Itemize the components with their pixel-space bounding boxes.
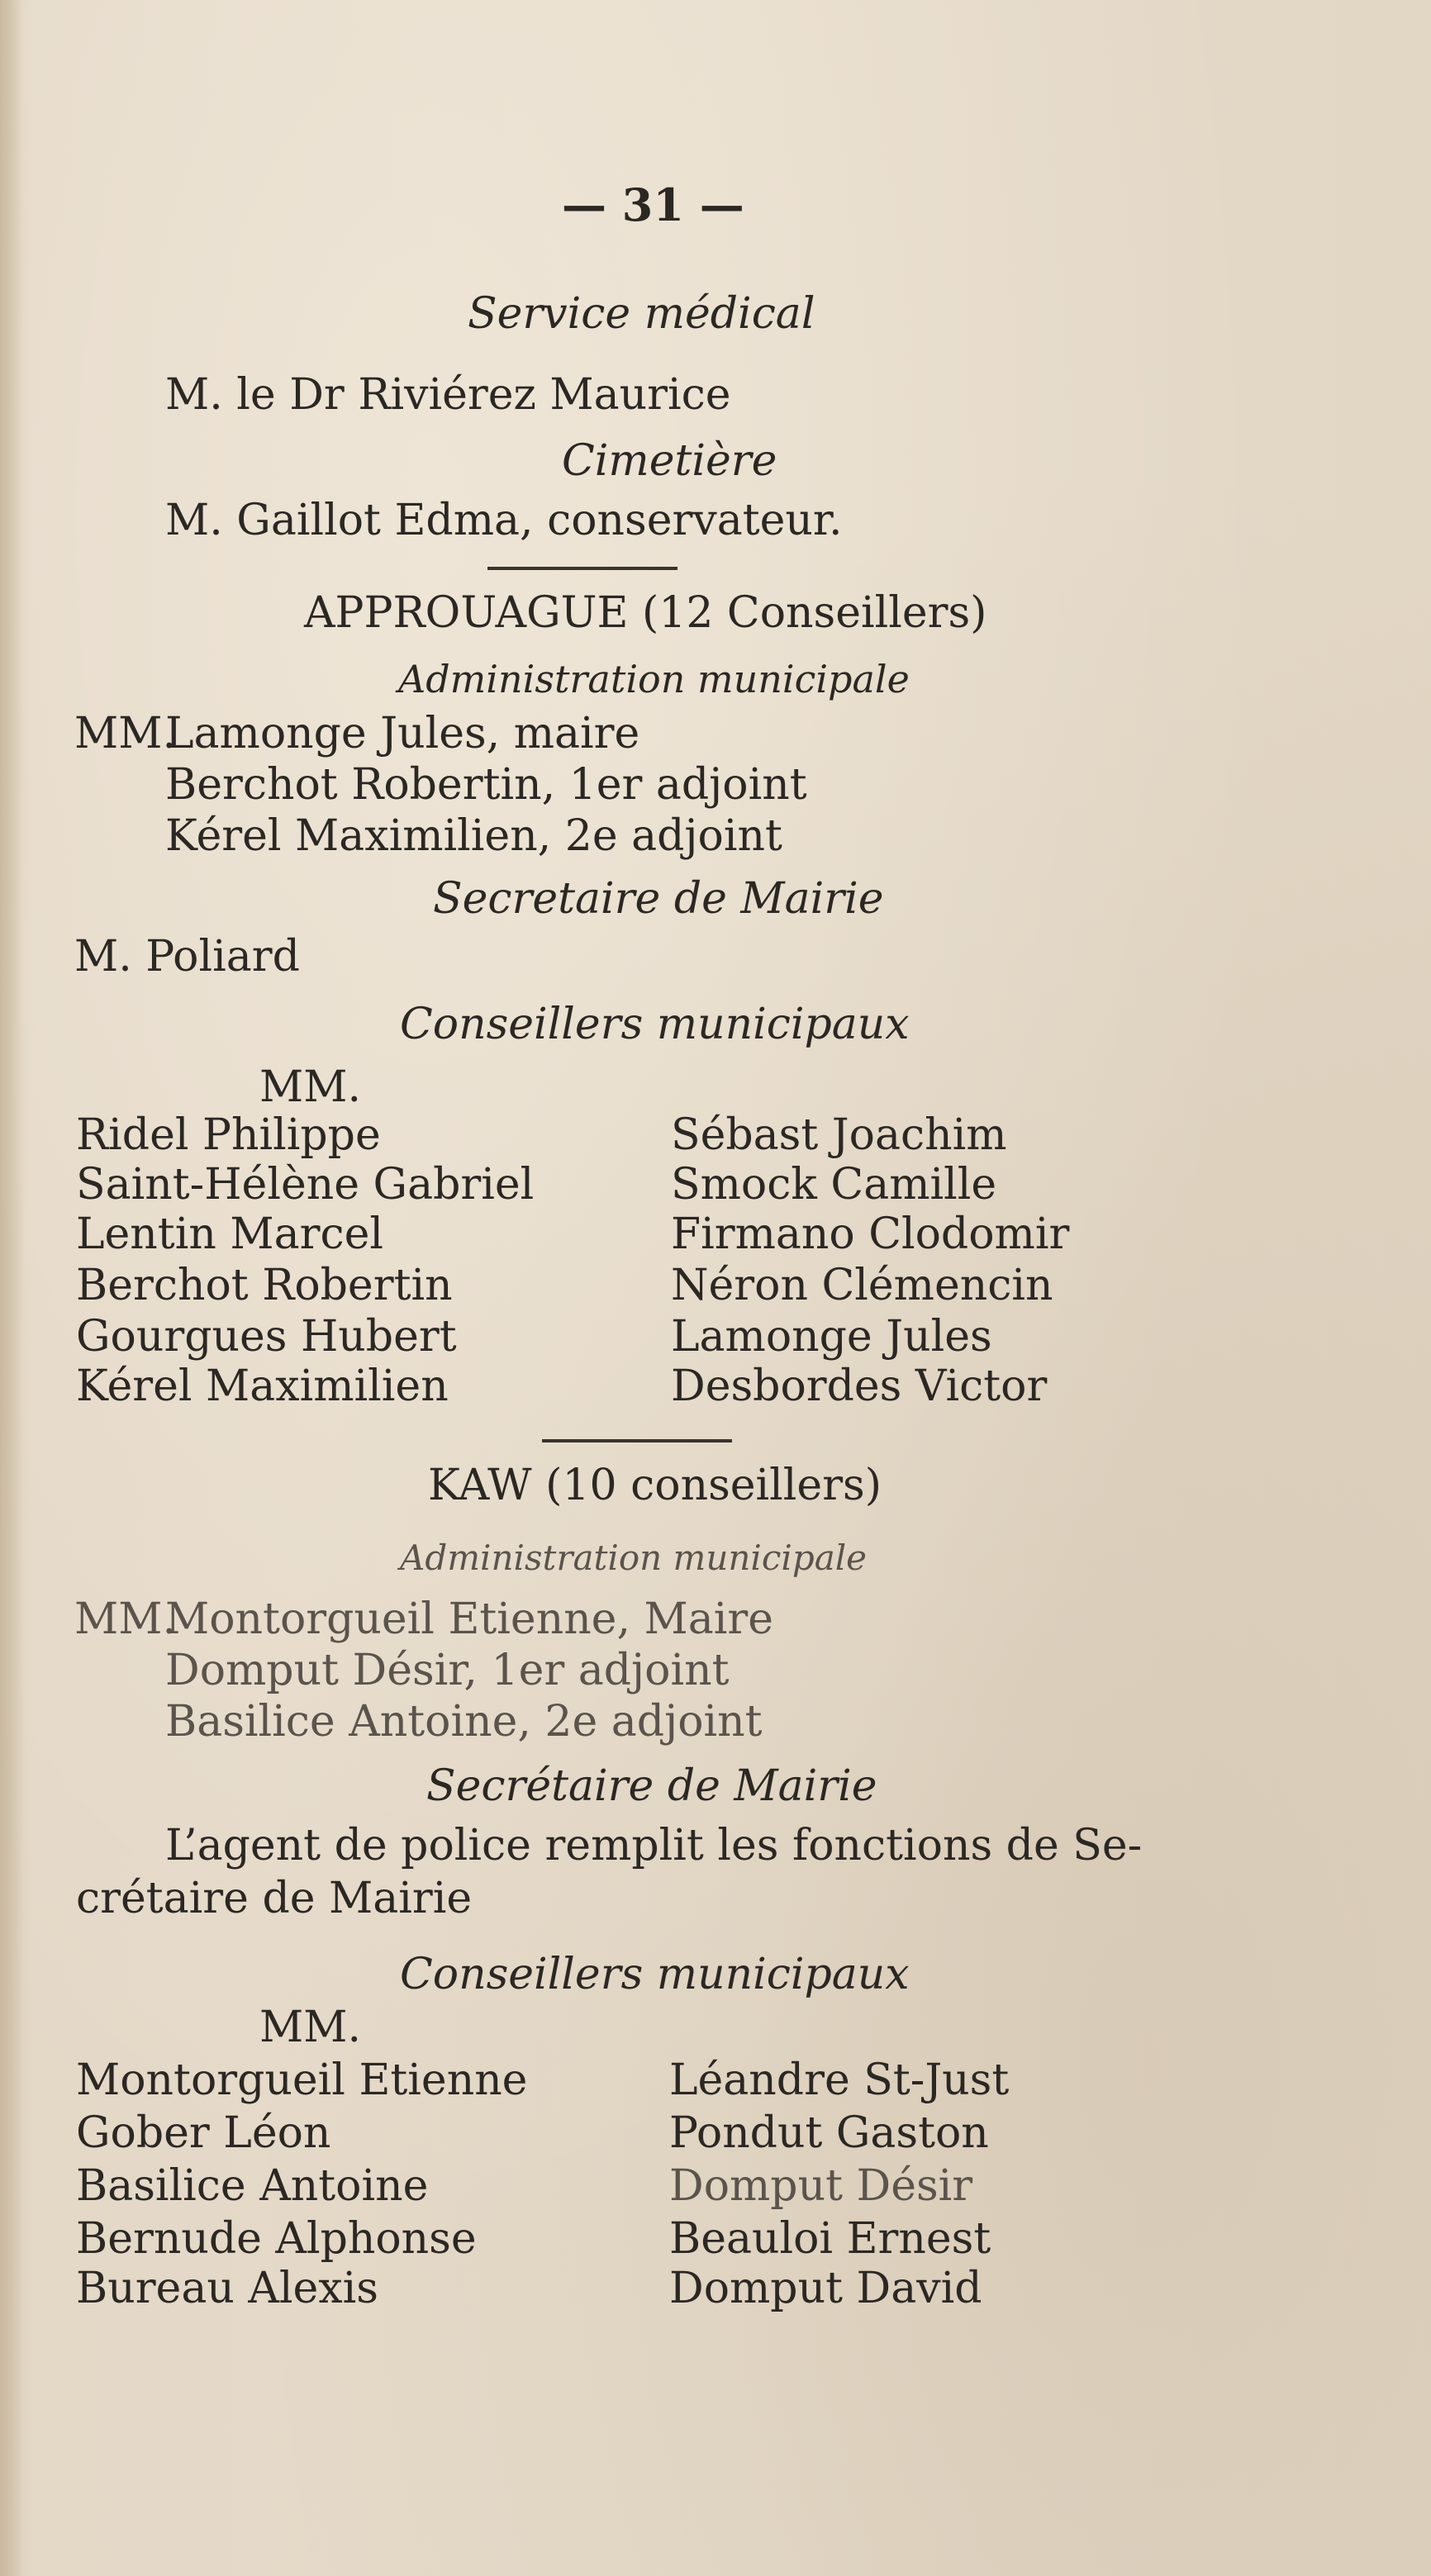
- approuague-secretaire: M. Poliard: [74, 932, 300, 981]
- service-medical-heading: Service médical: [468, 289, 815, 339]
- approuague-conseillers-mm: MM.: [259, 1062, 362, 1112]
- cimetiere-person: M. Gaillot Edma, conservateur.: [165, 496, 843, 545]
- approuague-conseiller-left: Saint-Hélène Gabriel: [76, 1160, 535, 1210]
- approuague-title: APPROUAGUE (12 Conseillers): [304, 588, 987, 638]
- kaw-conseiller-left: Bureau Alexis: [76, 2264, 378, 2313]
- approuague-conseiller-left: Ridel Philippe: [76, 1110, 381, 1160]
- approuague-conseillers-heading: Conseillers municipaux: [400, 1000, 910, 1049]
- kaw-admin-2: Domput Désir, 1er adjoint: [165, 1646, 730, 1695]
- kaw-secretaire-line-2: crétaire de Mairie: [76, 1874, 473, 1923]
- kaw-secretaire-heading: Secrétaire de Mairie: [426, 1761, 877, 1811]
- cimetiere-heading: Cimetière: [562, 436, 777, 486]
- section-divider: [487, 567, 677, 570]
- kaw-secretaire-line-1: L’agent de police remplit les fonctions de Se-: [165, 1821, 1143, 1870]
- kaw-conseillers-heading: Conseillers municipaux: [400, 1950, 910, 1999]
- approuague-mm-prefix: MM.: [74, 709, 177, 758]
- approuague-secretaire-heading: Secretaire de Mairie: [433, 874, 884, 924]
- approuague-admin-2: Berchot Robertin, 1er adjoint: [165, 760, 807, 810]
- approuague-conseiller-left: Berchot Robertin: [76, 1261, 453, 1310]
- approuague-conseiller-left: Gourgues Hubert: [76, 1312, 457, 1362]
- approuague-conseiller-right: Lamonge Jules: [671, 1312, 992, 1362]
- approuague-admin-1: Lamonge Jules, maire: [165, 709, 640, 758]
- service-medical-doctor: M. le Dr Riviérez Maurice: [165, 370, 731, 420]
- kaw-conseiller-left: Montorgueil Etienne: [76, 2056, 528, 2105]
- kaw-conseiller-right: Domput David: [669, 2264, 982, 2313]
- kaw-conseiller-right: Beauloi Ernest: [669, 2214, 991, 2264]
- approuague-conseiller-left: Kérel Maximilien: [76, 1362, 449, 1411]
- kaw-title: KAW (10 conseillers): [428, 1461, 882, 1510]
- kaw-admin-3: Basilice Antoine, 2e adjoint: [165, 1697, 763, 1747]
- kaw-admin-heading: Administration municipale: [400, 1538, 868, 1578]
- kaw-conseiller-left: Bernude Alphonse: [76, 2214, 477, 2264]
- kaw-conseiller-right: Léandre St-Just: [669, 2056, 1010, 2105]
- approuague-conseiller-right: Desbordes Victor: [671, 1362, 1048, 1411]
- kaw-conseiller-right: Domput Désir: [669, 2161, 973, 2211]
- approuague-conseiller-right: Sébast Joachim: [671, 1110, 1007, 1160]
- approuague-admin-3: Kérel Maximilien, 2e adjoint: [165, 811, 782, 861]
- approuague-conseiller-right: Firmano Clodomir: [671, 1210, 1070, 1259]
- page-number: — 31 —: [562, 178, 744, 231]
- page-edge-shadow: [0, 0, 23, 2576]
- approuague-conseiller-right: Smock Camille: [671, 1160, 997, 1210]
- approuague-conseiller-right: Néron Clémencin: [671, 1261, 1053, 1310]
- approuague-conseiller-left: Lentin Marcel: [76, 1210, 383, 1259]
- kaw-conseillers-mm: MM.: [259, 2003, 362, 2052]
- approuague-admin-heading: Administration municipale: [398, 657, 910, 701]
- section-divider: [542, 1439, 732, 1442]
- kaw-conseiller-left: Gober Léon: [76, 2108, 331, 2158]
- kaw-conseiller-right: Pondut Gaston: [669, 2108, 989, 2158]
- kaw-conseiller-left: Basilice Antoine: [76, 2161, 429, 2211]
- kaw-mm-prefix: MM.: [74, 1595, 177, 1644]
- kaw-admin-1: Montorgueil Etienne, Maire: [165, 1595, 774, 1644]
